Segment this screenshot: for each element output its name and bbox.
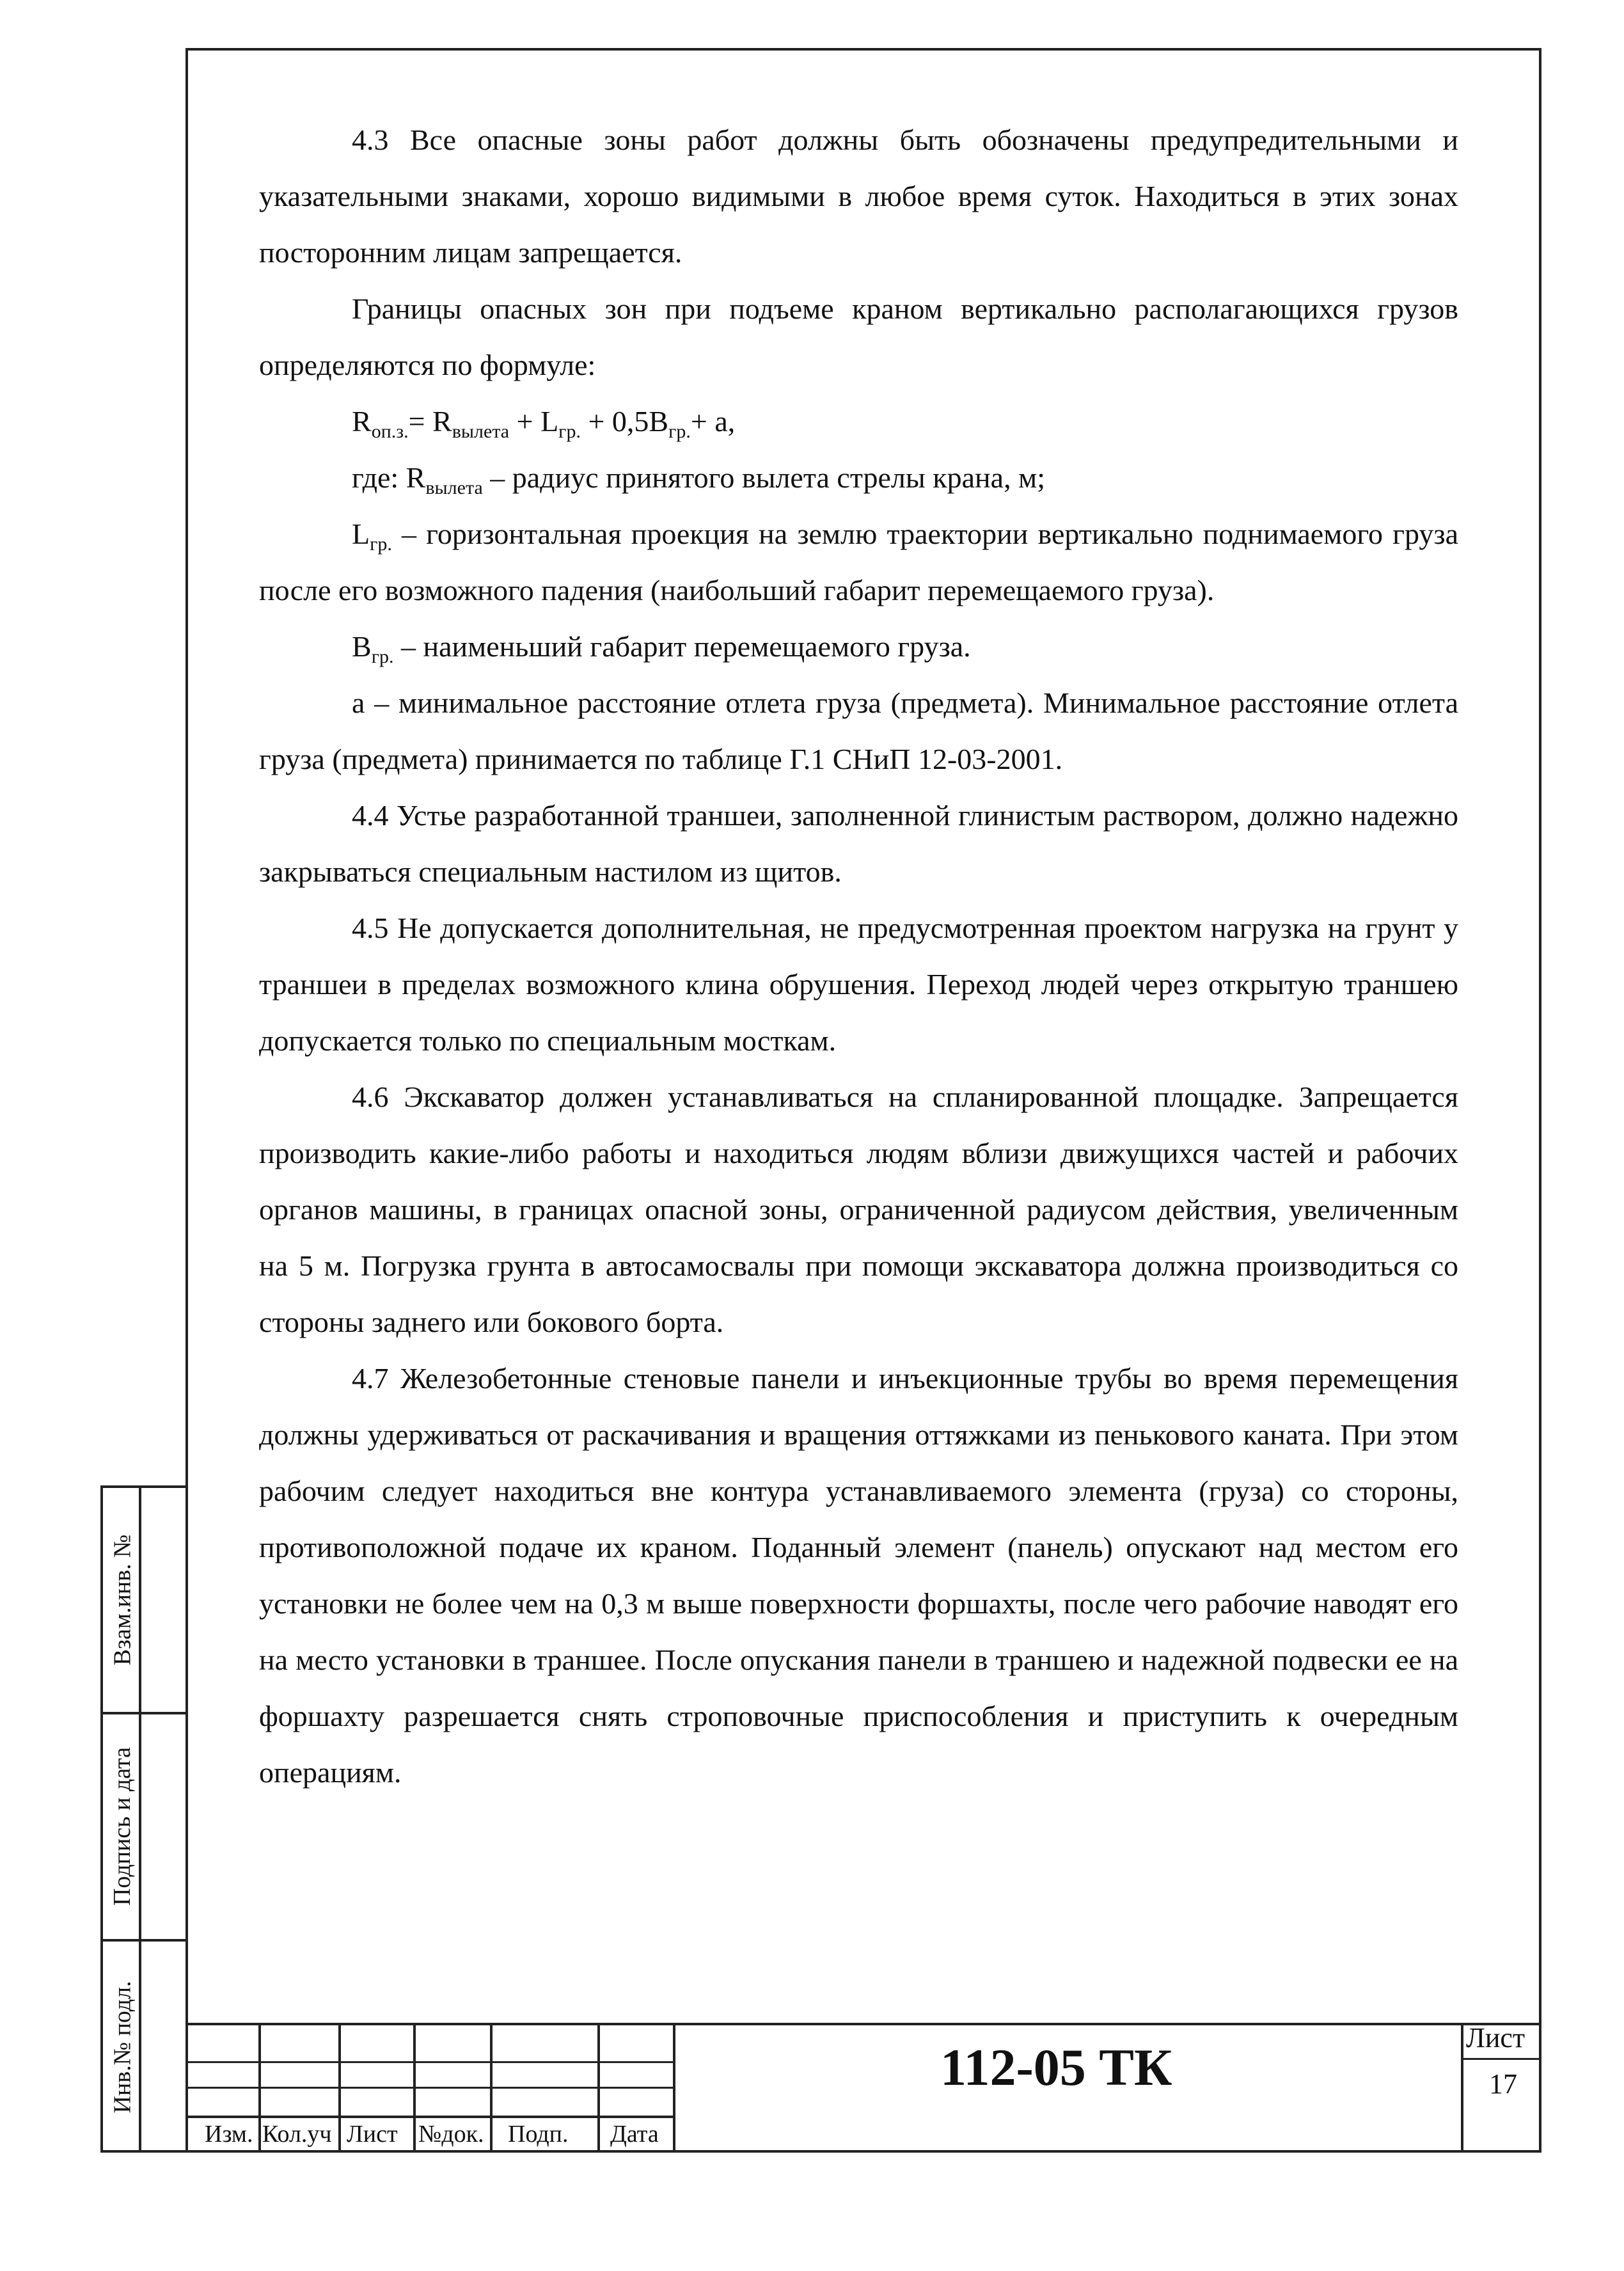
formula: $R_{оп.з.}= R_{вылета} + L_{гр.} + 0,5B_{гр.}+ а$, — [352, 405, 736, 443]
side-label-signature: Подпись и дата — [109, 1746, 136, 1906]
header-doc: №док. — [418, 2121, 484, 2148]
document-body — [259, 112, 1458, 1801]
header-date: Дата — [610, 2121, 659, 2148]
paragraph-4-5: 4.5 Не допускается дополнительная, не предусмотренная проектом нагрузка на грунт у траншеи в пределах возможного клина обрушения. Переход людей через открытую траншею допускается только по специальным мосткам. — [259, 912, 1458, 1057]
paragraph-4-6: 4.6 Экскаватор должен устанавливаться на спланированной площадке. Запрещается производить какие-либо работы и находиться людям вблизи движущихся частей и рабочих органов машины, в границах опасной зоны, ограниченной радиусом действия, увеличенным на 5 м. Погрузка грунта в автосамосвалы при помощи экскаватора должна производиться со стороны заднего или бокового борта. — [259, 1080, 1458, 1338]
where-r: где: $R_{вылета}$ – радиус принятого вылета стрелы крана, м; — [352, 461, 1045, 499]
side-stamp — [100, 1485, 188, 2153]
where-a: а – минимальное расстояние отлета груза (предмета). Минимальное расстояние отлета груза (предмета) принимается по таблице Г.1 СНиП 12-03-2001. — [259, 686, 1458, 775]
side-label-inventory: Инв.№ подл. — [109, 1981, 136, 2114]
document-code: 112-05 ТК — [940, 2038, 1172, 2096]
header-izm: Изм. — [205, 2121, 253, 2148]
paragraph-4-3: 4.3 Все опасные зоны работ должны быть обозначены предупредительными и указательными знаками, хорошо видимыми в любое время суток. Находиться в этих зонах посторонним лицам запрещается. — [259, 123, 1458, 269]
header-sign: Подп. — [508, 2121, 569, 2148]
paragraph-4-7: 4.7 Железобетонные стеновые панели и инъекционные трубы во время перемещения должны удерживаться от раскачивания и вращения оттяжками из пенькового каната. При этом рабочим следует находиться вне контура устанавливаемого элемента (груза) со стороны, противоположной подаче их краном. Поданный элемент (панель) опускают над местом его установки не более чем на 0,3 м выше поверхности форшахты, после чего рабочие наводят его на место установки в траншее. После опускания панели в траншею и надежной подвески ее на форшахту разрешается снять строповочные приспособления и приступить к очередным операциям. — [259, 1362, 1458, 1789]
paragraph-boundaries: Границы опасных зон при подъеме краном вертикально располагающихся грузов определяются по формуле: — [259, 292, 1458, 381]
paragraph-4-4: 4.4 Устье разработанной траншеи, заполненной глинистым раствором, должно надежно закрываться специальным настилом из щитов. — [259, 799, 1458, 888]
side-label-replace: Взам.инв. № — [109, 1534, 136, 1666]
where-l: $L_{гр.}$ – горизонтальная проекция на землю траектории вертикально поднимаемого груза после его возможного падения (наибольший габарит перемещаемого груза). — [259, 518, 1458, 606]
title-block — [188, 2023, 1541, 2153]
header-kol-uch: Кол.уч — [262, 2121, 332, 2148]
sheet-number: 17 — [1489, 2068, 1517, 2100]
where-b: $B_{гр.}$ – наименьший габарит перемещаемого груза. — [352, 630, 971, 668]
header-list: Лист — [347, 2121, 398, 2148]
sheet-label: Лист — [1466, 2022, 1525, 2053]
